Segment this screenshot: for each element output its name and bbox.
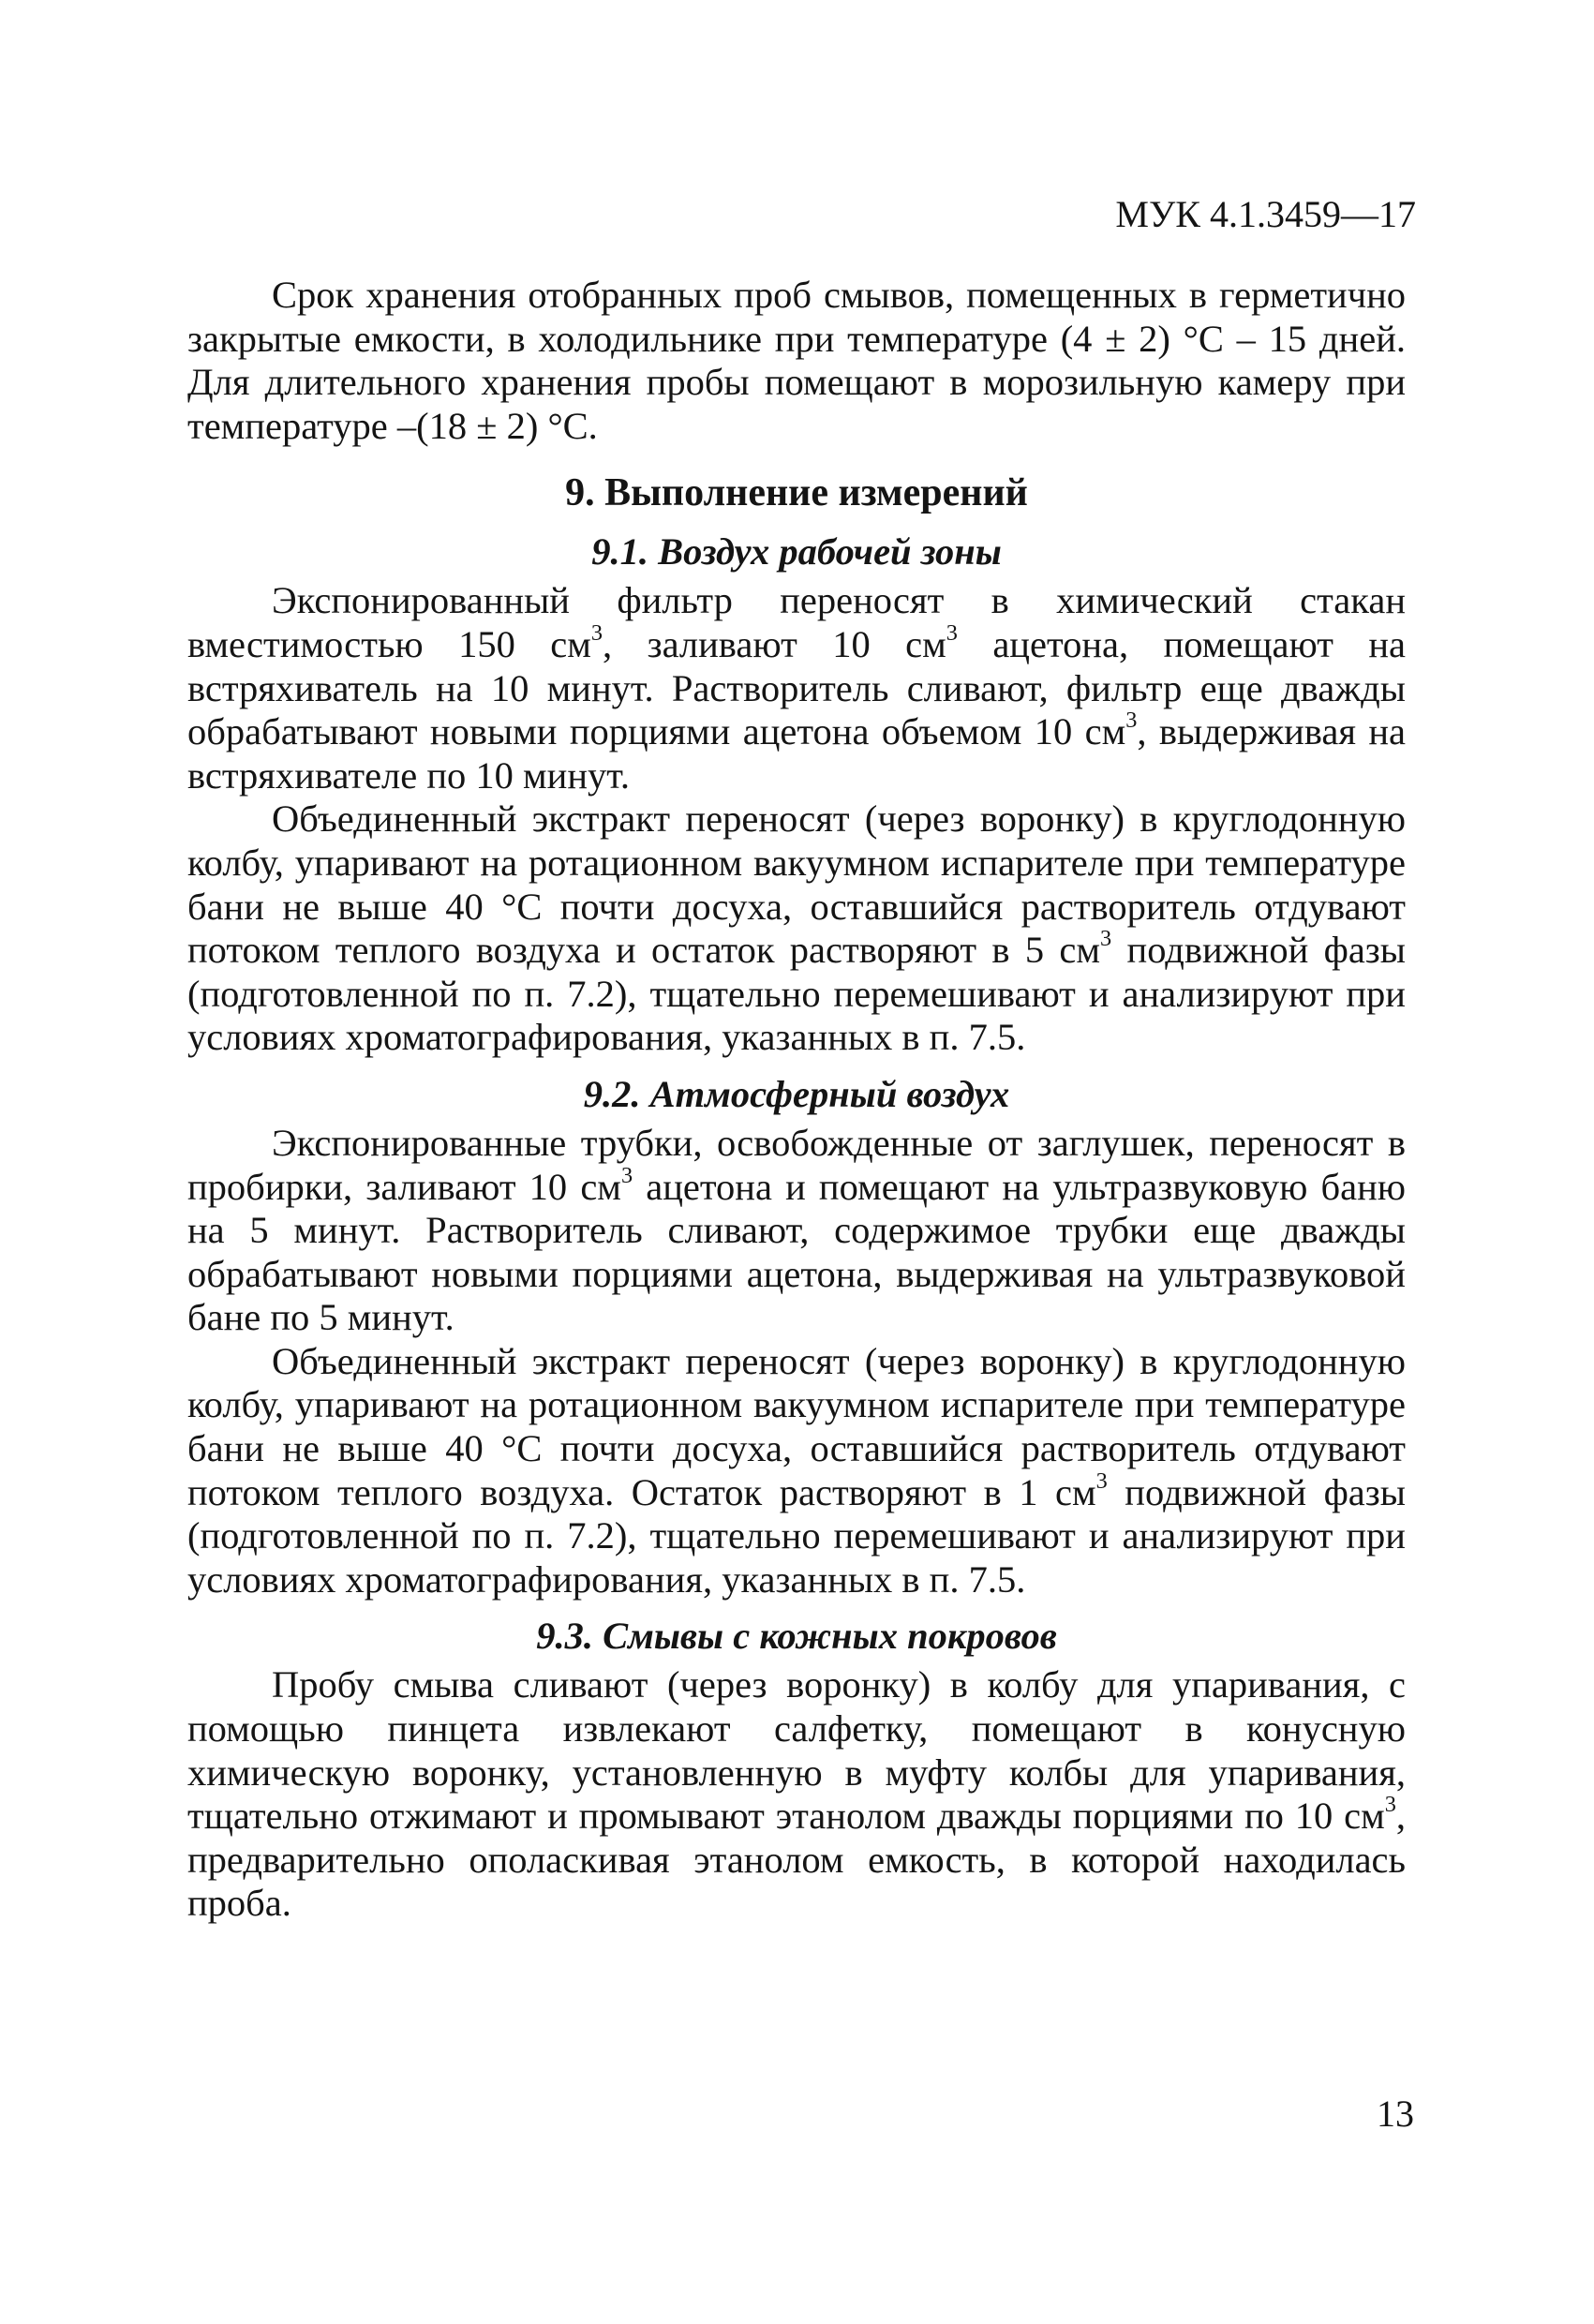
subsection-9-1-title: 9.1. Воздух рабочей зоны: [591, 530, 1002, 574]
superscript: 3: [1095, 1467, 1108, 1494]
page-content: [187, 274, 1406, 1926]
document-code: МУК 4.1.3459—17: [1115, 193, 1416, 235]
section-9-title: 9. Выполнение измерений: [565, 471, 1028, 515]
superscript: 3: [1125, 707, 1138, 733]
text-run: ацетона и помещают на ультразвуковую баню на 5 минут. Растворитель сливают, содержимое трубки еще дважды обрабатывают новыми порциями ацетона, выдерживая на ультразвуковой бане по 5 минут.: [187, 1165, 1406, 1339]
text-run: Объединенный экстракт переносят (через воронку) в круглодонную колбу, упаривают на ротационном вакуумном испарителе при температуре бани не выше 40 °С почти досуха, оставшийся растворитель отдувают потоком теплого воздуха. Остаток растворяют в 1 см: [187, 1339, 1406, 1513]
storage-paragraph: Срок хранения отобранных проб смывов, помещенных в герметично закрытые емкости, в холодильнике при температуре (4 ± 2) °С – 15 дней. Для длительного хранения пробы помещают в морозильную камеру при температуре –(18 ± 2) °С.: [187, 274, 1406, 447]
text-run: , заливают 10 см: [603, 622, 946, 665]
superscript: 3: [946, 619, 958, 646]
superscript: 3: [1384, 1792, 1396, 1817]
paragraph-9-1-extraction: [187, 579, 1406, 797]
paragraph-9-2-evaporation: [187, 1340, 1406, 1602]
text-run: Экспонированные трубки, освобожденные от заглушек, переносят в пробирки, заливают 10 см: [187, 1121, 1406, 1208]
subsection-9-2-title: 9.2. Атмосферный воздух: [583, 1072, 1010, 1115]
text-run: подвижной фазы (подготовленной по п. 7.2), тщательно перемешивают и анализируют при условиях хроматографирования, указанных в п. 7.5.: [187, 929, 1407, 1059]
superscript: 3: [590, 619, 603, 646]
text-run: Объединенный экстракт переносят (через воронку) в круглодонную колбу, упаривают на ротационном вакуумном испарителе при температуре бани не выше 40 °С почти досуха, оставшийся растворитель отдувают потоком теплого воздуха и остаток растворяют в 5 см: [187, 797, 1406, 972]
page-number: 13: [1377, 2093, 1414, 2135]
text-run: , выдерживая на встряхивателе по 10 минут.: [187, 710, 1407, 797]
paragraph-9-1-evaporation: [187, 797, 1406, 1060]
text-run: подвижной фазы (подготовленной по п. 7.2), тщательно перемешивают и анализируют при условиях хроматографирования, указанных в п. 7.5.: [187, 1470, 1406, 1601]
superscript: 3: [620, 1162, 633, 1188]
paragraph-9-3-wash: [187, 1663, 1406, 1926]
text-run: , предварительно ополаскивая этанолом емкость, в которой находилась проба.: [187, 1795, 1406, 1925]
subsection-9-3-title: 9.3. Смывы с кожных покровов: [536, 1615, 1057, 1658]
text-run: Экспонированный фильтр переносят в химический стакан вместимостью 150 см: [187, 579, 1406, 665]
text-run: ацетона, помещают на встряхиватель на 10 минут. Растворитель сливают, фильтр еще дважды обрабатывают новыми порциями ацетона объемом 10 см: [187, 622, 1406, 753]
paragraph-9-2-extraction: [187, 1122, 1406, 1340]
text-run: Пробу смыва сливают (через воронку) в колбу для упаривания, с помощью пинцета извлекают салфетку, помещают в конусную химическую воронку, установленную в муфту колбы для упаривания, тщательно отжимают и промывают этанолом дважды порциями по 10 см: [187, 1663, 1406, 1838]
superscript: 3: [1100, 925, 1112, 951]
